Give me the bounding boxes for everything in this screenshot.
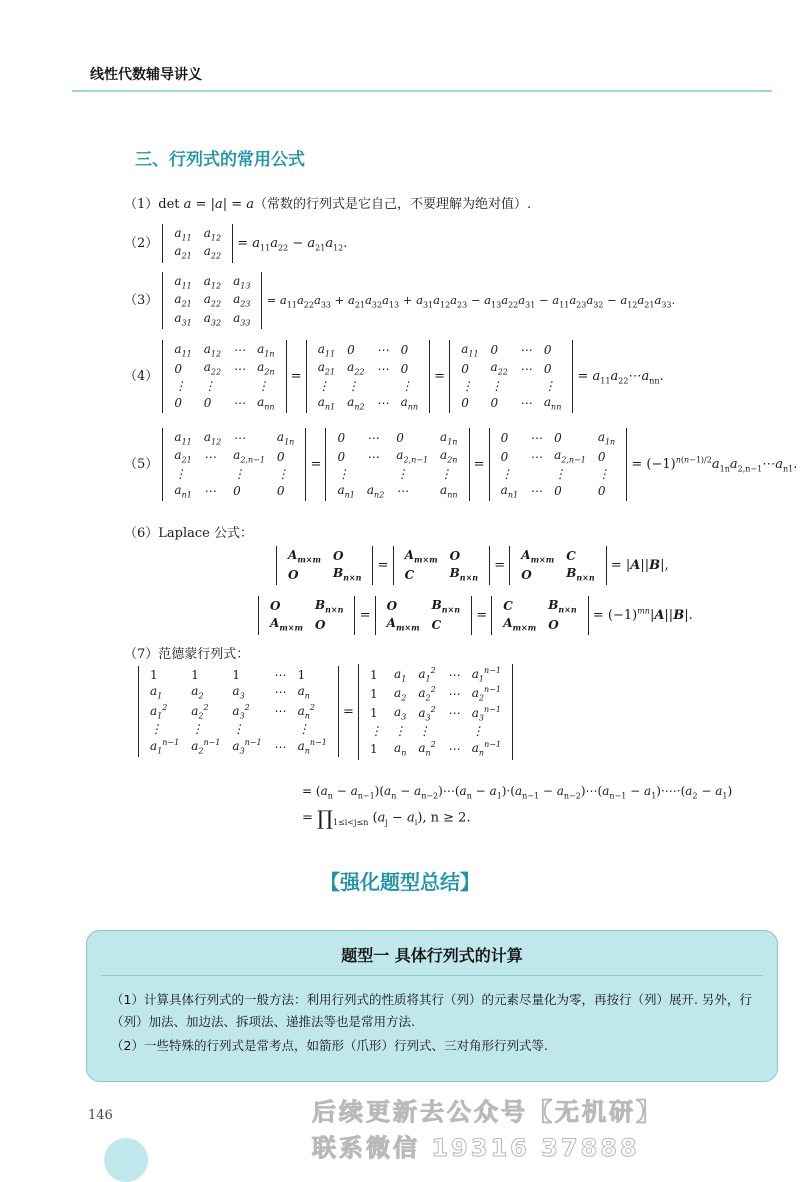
det-2x2: $a_{11}$ $a_{12}$ $a_{21}$ $a_{22}$ — [162, 224, 233, 263]
det-anti-diagonal: 0 ⋯ 0 $a_{1n}$ 0 ⋯ $a_{2,n-1}$ 0 ⋮ ⋮ ⋮ $a_{n1}$ ⋯ 0 0 — [489, 428, 628, 501]
formula-1-expr: det a = |a| = a — [158, 197, 255, 212]
laplace-row-1: $A_{m\times m}$ O O $B_{n\times n}$ = $A_{m\times m}$ O C $B_{n\times n}$ = $A_{m\times m}$ C O $B_{n\times n}$ = |A||B|, — [276, 546, 669, 585]
laplace-rhs-2: = $(-1)^{mn}|A||B|$. — [592, 606, 693, 623]
laplace-rhs-1: = |A||B|, — [610, 557, 669, 573]
formula-2 — [124, 224, 347, 263]
formula-1-label: （1） — [124, 197, 159, 212]
formula-2-rhs: = $a_{11}a_{22} - a_{21}a_{12}$. — [237, 235, 348, 253]
vandermonde-det-rows: 1 1 1 ⋯ 1 $a_1$ $a_2$ $a_3$ ⋯ $a_n$ $a_1^2$ $a_2^2$ $a_3^2$ ⋯ $a_n^2$ ⋮ ⋮ ⋮ ⋮ $a_1^{n-1}$ $a_2^{n-1}$ $a_3^{n-1}$ ⋯ $a_n^{n-1}$ — [138, 666, 339, 757]
watermark-line-1: 后续更新去公众号【无机研】 — [312, 1098, 663, 1126]
vandermonde-expansion: = $(a_n - a_{n-1})(a_n$ − $a_{n-2})\cdots(a_n - a_1)\cdot(a_{n-1}$ − $a_{n-2})\cdots(a_{n-1}$ − $a_1)\cdot\cdots\cdot(a_2 - a_1)$ — [302, 784, 733, 801]
page-number: 146 — [88, 1108, 113, 1123]
formula-5: （5） $a_{11}$ $a_{12}$ ⋯ $a_{1n}$ $a_{21}$ ⋯ $a_{2,n-1}$ 0 ⋮ ⋮ ⋮ $a_{n1}$ ⋯ 0 0 = 0 ⋯ 0 $a_{1n}$ 0 ⋯ $a_{2,n-1}$ $a_{2n}$ ⋮ ⋮ ⋮ $a_{n1}$ $a_{n2}$ ⋯ $a_{nn}$ = 0 ⋯ 0 $a_{1n}$ 0 ⋯ $a_{2,n-1}$ 0 ⋮ ⋮ ⋮ $a_{n1}$ ⋯ 0 0 = $(-1)^{n(n-1)/2}a_{1n}a_{2,n-1}\cdots a_{n1}$. — [124, 430, 798, 500]
formula-4-label: （4） — [124, 369, 159, 385]
topic-paragraph-1: （1）计算具体行列式的一般方法：利用行列式的性质将其行（列）的元素尽量化为零，再按行（列）展开. 另外，行（列）加法、加边法、拆项法、递推法等也是常用方法. — [111, 992, 752, 1029]
block-det-b: $A_{m\times m}$ O C $B_{n\times n}$ — [393, 546, 490, 585]
vandermonde-product: = $\prod_{1\le i<j\le n}$ $(a_j - a_i)$, n ≥ 2. — [302, 806, 471, 830]
topic-title: 题型一 具体行列式的计算 — [341, 946, 523, 965]
det-3x3: $a_{11}$ $a_{12}$ $a_{13}$ $a_{21}$ $a_{22}$ $a_{23}$ $a_{31}$ $a_{32}$ $a_{33}$ — [162, 272, 262, 329]
formula-4-rhs: = $a_{11}a_{22}\cdots a_{nn}$. — [577, 369, 664, 386]
formula-2-label: （2） — [124, 235, 159, 251]
block-det-d: O $B_{n\times n}$ $A_{m\times m}$ O — [258, 596, 355, 635]
formula-7-label: （7）范德蒙行列式： — [124, 647, 250, 662]
det-anti-lower: 0 ⋯ 0 $a_{1n}$ 0 ⋯ $a_{2,n-1}$ $a_{2n}$ ⋮ ⋮ ⋮ $a_{n1}$ $a_{n2}$ ⋯ $a_{nn}$ — [325, 428, 469, 501]
det-upper-triangular: $a_{11}$ $a_{12}$ ⋯ $a_{1n}$ 0 $a_{22}$ ⋯ $a_{2n}$ ⋮ ⋮ ⋮ 0 0 ⋯ $a_{nn}$ — [162, 340, 286, 413]
laplace-row-2: O $B_{n\times n}$ $A_{m\times m}$ O = O $B_{n\times n}$ $A_{m\times m}$ C = C $B_{n\times n}$ $A_{m\times m}$ O = $(-1)^{mn}|A||B|$. — [258, 596, 693, 635]
det-diagonal: $a_{11}$ 0 ⋯ 0 0 $a_{22}$ ⋯ 0 ⋮ ⋮ ⋮ 0 0 ⋯ $a_{nn}$ — [449, 340, 573, 413]
topic-box — [86, 930, 778, 1082]
formula-1 — [124, 193, 531, 212]
formula-3-label: （3） — [124, 293, 159, 309]
page-corner-decoration — [104, 1138, 148, 1182]
topic-paragraph-2: （2）一些特殊的行列式是常考点，如箭形（爪形）行列式、三对角形行列式等. — [111, 1038, 548, 1053]
formula-4: （4） $a_{11}$ $a_{12}$ ⋯ $a_{1n}$ 0 $a_{22}$ ⋯ $a_{2n}$ ⋮ ⋮ ⋮ 0 0 ⋯ $a_{nn}$ = $a_{11}$ 0 ⋯ 0 $a_{21}$ $a_{22}$ ⋯ 0 ⋮ ⋮ ⋮ $a_{n1}$ $a_{n2}$ ⋯ $a_{nn}$ = $a_{11}$ 0 ⋯ 0 0 $a_{22}$ ⋯ 0 ⋮ ⋮ ⋮ 0 0 ⋯ $a_{nn}$ = $a_{11}a_{22}\cdots a_{nn}$. — [124, 342, 664, 412]
formula-5-rhs: = $(-1)^{n(n-1)/2}a_{1n}a_{2,n-1}\cdots a_{n1}$. — [631, 455, 798, 474]
block-det-e: O $B_{n\times n}$ $A_{m\times m}$ C — [375, 596, 472, 635]
vandermonde-condition: n ≥ 2. — [430, 810, 471, 826]
block-det-f: C $B_{n\times n}$ $A_{m\times m}$ O — [491, 596, 588, 635]
topic-divider — [101, 975, 763, 976]
summary-title: 【强化题型总结】 — [320, 870, 480, 894]
det-lower-triangular: $a_{11}$ 0 ⋯ 0 $a_{21}$ $a_{22}$ ⋯ 0 ⋮ ⋮ ⋮ $a_{n1}$ $a_{n2}$ ⋯ $a_{nn}$ — [306, 340, 430, 413]
block-det-c: $A_{m\times m}$ C O $B_{n\times n}$ — [509, 546, 606, 585]
vandermonde-det-cols: 1 $a_1$ $a_1^2$ ⋯ $a_1^{n-1}$ 1 $a_2$ $a_2^2$ ⋯ $a_2^{n-1}$ 1 $a_3$ $a_3^2$ ⋯ $a_3^{n-1}$ ⋮ ⋮ ⋮ ⋮ 1 $a_n$ $a_n^2$ ⋯ $a_n^{n-1}$ — [358, 664, 513, 760]
formula-6-label: （6）Laplace 公式： — [124, 526, 253, 541]
formula-1-note: （常数的行列式是它自己，不要理解为绝对值）. — [254, 197, 532, 212]
block-det-a: $A_{m\times m}$ O O $B_{n\times n}$ — [276, 546, 373, 585]
header-title: 线性代数辅导讲义 — [90, 67, 202, 83]
det-anti-upper: $a_{11}$ $a_{12}$ ⋯ $a_{1n}$ $a_{21}$ ⋯ $a_{2,n-1}$ 0 ⋮ ⋮ ⋮ $a_{n1}$ ⋯ 0 0 — [162, 428, 306, 501]
formula-5-label: （5） — [124, 457, 159, 473]
formula-3 — [124, 272, 675, 329]
formula-3-rhs: = $a_{11}a_{22}a_{33} + a_{21}a_{32}a_{13} + a_{31}a_{12}a_{23} - a_{13}a_{22}a_{31} - a_{11}a_{23}a_{32} - a_{12}a_{21}a_{33}$. — [266, 293, 676, 310]
vandermonde-row: 1 1 1 ⋯ 1 $a_1$ $a_2$ $a_3$ ⋯ $a_n$ $a_1^2$ $a_2^2$ $a_3^2$ ⋯ $a_n^2$ ⋮ ⋮ ⋮ ⋮ $a_1^{n-1}$ $a_2^{n-1}$ $a_3^{n-1}$ ⋯ $a_n^{n-1}$ = 1 $a_1$ $a_1^2$ ⋯ $a_1^{n-1}$ 1 $a_2$ $a_2^2$ ⋯ $a_2^{n-1}$ 1 $a_3$ $a_3^2$ ⋯ $a_3^{n-1}$ ⋮ ⋮ ⋮ ⋮ 1 $a_n$ $a_n^2$ ⋯ $a_n^{n-1}$ — [138, 664, 513, 760]
page-header — [0, 0, 800, 92]
watermark-line-2: 联系微信 19316 37888 — [312, 1134, 640, 1162]
section-title: 三、行列式的常用公式 — [135, 150, 305, 170]
